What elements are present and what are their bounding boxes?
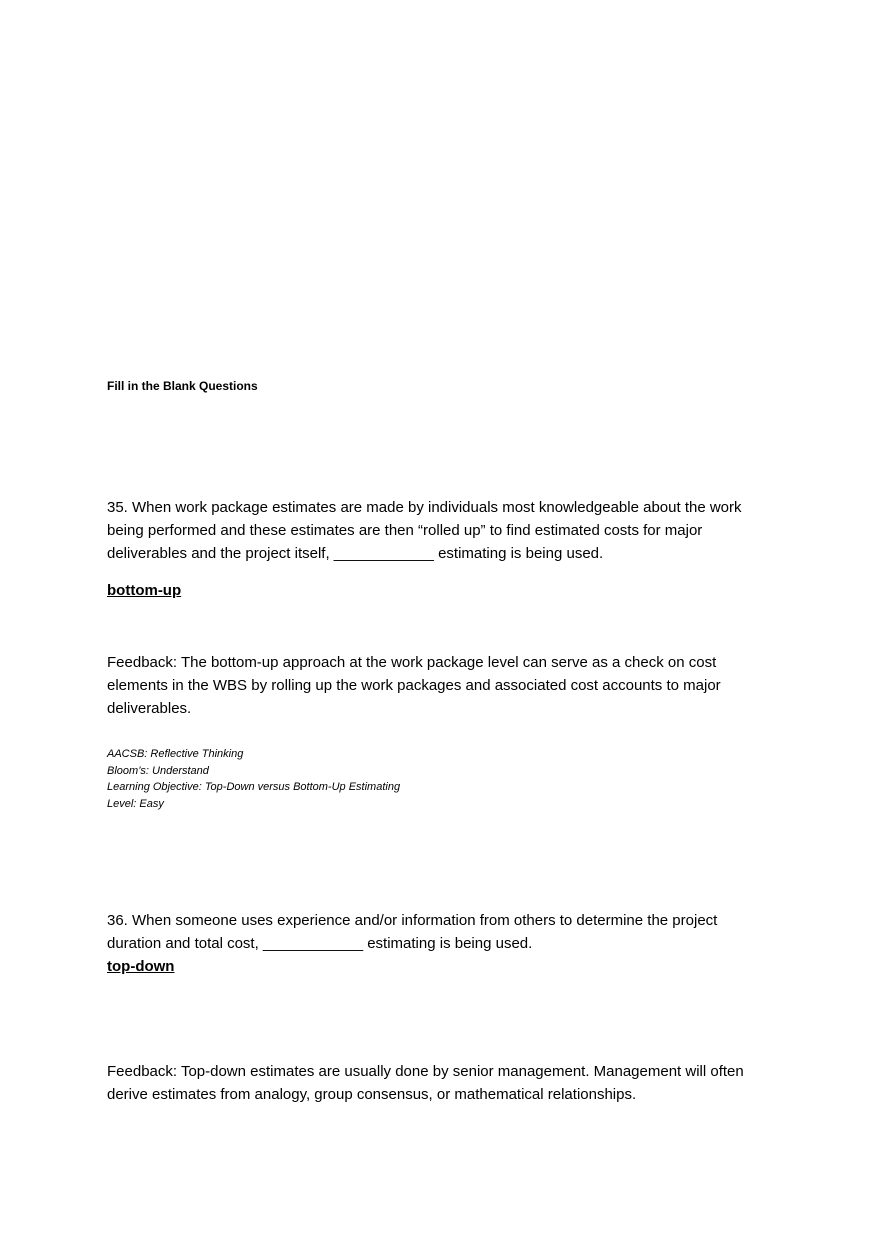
- question-35-answer: bottom-up: [107, 582, 182, 599]
- blooms-tag: Bloom’s: Understand: [107, 764, 209, 777]
- section-title: Fill in the Blank Questions: [107, 379, 258, 393]
- question-36-feedback: Feedback: Top-down estimates are usually done by senior management. Management will often derive estimates from analogy, group consensus, or mathematical relationships.: [107, 1063, 744, 1103]
- question-35-metadata: [107, 746, 400, 812]
- question-36-text: 36. When someone uses experience and/or information from others to determine the project duration and total cost, ____________ estimating is being used.: [107, 912, 718, 952]
- learning-objective-tag: Learning Objective: Top-Down versus Bottom-Up Estimating: [107, 781, 401, 793]
- level-tag: Level: Easy: [107, 797, 164, 810]
- question-36-answer: top-down: [107, 958, 175, 975]
- question-35-text: 35. When work package estimates are made by individuals most knowledgeable about the work being performed and these estimates are then “rolled up” to find estimated costs for major deliverables and the project itself, ____________ estimating is being used.: [107, 499, 742, 562]
- question-35-feedback: Feedback: The bottom-up approach at the work package level can serve as a check on cost elements in the WBS by rolling up the work packages and associated cost accounts to major deliverables.: [107, 654, 721, 717]
- aacsb-tag: AACSB: Reflective Thinking: [107, 748, 244, 760]
